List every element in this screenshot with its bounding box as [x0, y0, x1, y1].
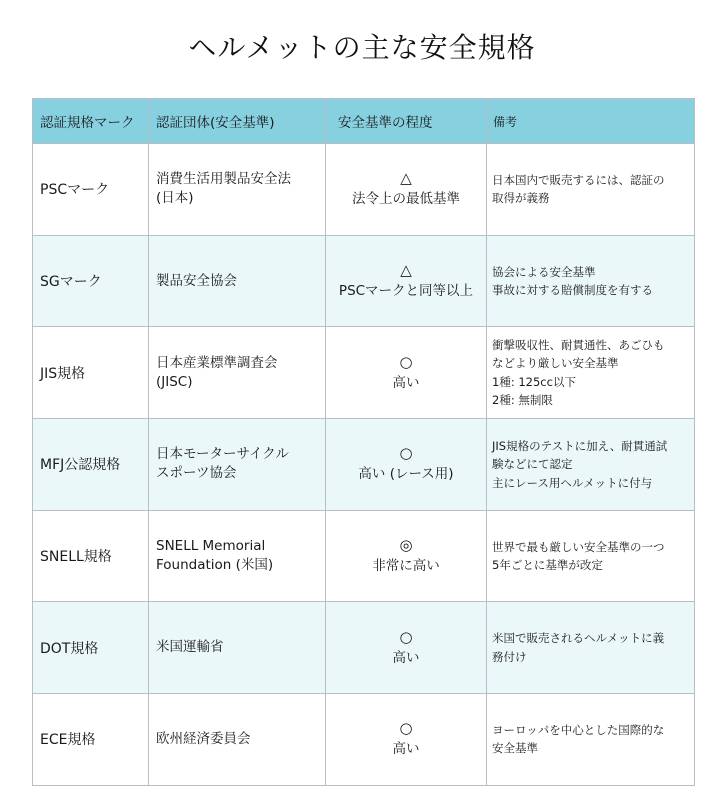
note-line: 験などにて認定 [492, 457, 573, 472]
helmet-standards-table [32, 98, 695, 786]
cell-notes [487, 327, 695, 419]
org-line: SNELL Memorial [156, 538, 266, 555]
table-row [33, 510, 695, 602]
cell-mark: PSCマーク [33, 144, 149, 236]
org-line: 米国運輸省 [156, 639, 224, 656]
org-line: 日本モーターサイクル [156, 446, 289, 463]
cell-level [326, 602, 487, 694]
note-line: などより厳しい安全基準 [492, 356, 619, 371]
header-notes: 備考 [487, 99, 695, 144]
page-title: ヘルメットの主な安全規格 [188, 31, 536, 64]
cell-notes [487, 694, 695, 786]
table-row [33, 235, 695, 327]
table-row [33, 419, 695, 511]
cell-notes [487, 602, 695, 694]
note-line: 米国で販売されるヘルメットに義 [492, 631, 665, 646]
org-line: スポーツ協会 [156, 465, 237, 482]
level-text: 高い [392, 649, 420, 666]
table-row [33, 694, 695, 786]
rating-symbol-icon: △ [400, 261, 412, 280]
cell-mark: JIS規格 [33, 327, 149, 419]
org-line: (日本) [156, 190, 194, 207]
note-line: 務付け [492, 649, 527, 664]
rating-symbol-icon: ◎ [399, 536, 413, 555]
note-line: 取得が義務 [492, 191, 550, 206]
level-text: PSCマークと同等以上 [338, 283, 474, 300]
cell-mark: DOT規格 [33, 602, 149, 694]
table-row [33, 144, 695, 236]
cell-mark: SGマーク [33, 235, 149, 327]
note-line: 協会による安全基準 [492, 264, 596, 279]
note-line: ヨーロッパを中心とした国際的な [492, 722, 665, 737]
cell-org [149, 144, 326, 236]
cell-org [149, 419, 326, 511]
rating-symbol-icon: ○ [399, 444, 413, 463]
note-line: 事故に対する賠償制度を有する [492, 283, 653, 298]
org-line: 欧州経済委員会 [156, 730, 251, 747]
level-text: 非常に高い [372, 558, 440, 575]
cell-level [326, 144, 487, 236]
note-line: 衝撃吸収性、耐貫通性、あごひも [492, 337, 665, 352]
header-level: 安全基準の程度 [326, 99, 487, 144]
cell-notes [487, 419, 695, 511]
cell-org [149, 694, 326, 786]
cell-level [326, 327, 487, 419]
note-line: 日本国内で販売するには、認証の [492, 172, 665, 187]
header-org: 認証団体(安全基準) [149, 99, 326, 144]
note-line: 1種: 125cc以下 [492, 374, 576, 389]
note-line: 世界で最も厳しい安全基準の一つ [492, 539, 665, 554]
cell-mark: ECE規格 [33, 694, 149, 786]
rating-symbol-icon: ○ [399, 627, 413, 646]
level-text: 法令上の最低基準 [352, 191, 460, 208]
table-row [33, 327, 695, 419]
org-line: 日本産業標準調査会 [156, 354, 278, 371]
cell-org [149, 235, 326, 327]
table-header-row [33, 99, 695, 144]
org-line: Foundation (米国) [156, 557, 274, 574]
level-text: 高い (レース用) [358, 466, 454, 483]
org-line: (JISC) [156, 373, 193, 390]
cell-org [149, 602, 326, 694]
level-text: 高い [392, 741, 420, 758]
cell-notes [487, 510, 695, 602]
note-line: 主にレース用ヘルメットに付与 [492, 475, 653, 490]
cell-mark: SNELL規格 [33, 510, 149, 602]
level-text: 高い [392, 374, 420, 391]
table-row [33, 602, 695, 694]
note-line: JIS規格のテストに加え、耐貫通試 [492, 438, 668, 453]
cell-level [326, 694, 487, 786]
note-line: 5年ごとに基準が改定 [492, 558, 603, 573]
rating-symbol-icon: ○ [399, 719, 413, 738]
rating-symbol-icon: △ [400, 169, 412, 188]
org-line: 製品安全協会 [156, 272, 237, 289]
note-line: 安全基準 [492, 741, 538, 756]
cell-notes [487, 235, 695, 327]
cell-level [326, 419, 487, 511]
note-line: 2種: 無制限 [492, 393, 553, 408]
cell-mark: MFJ公認規格 [33, 419, 149, 511]
org-line: 消費生活用製品安全法 [156, 171, 291, 188]
cell-level [326, 235, 487, 327]
cell-notes [487, 144, 695, 236]
rating-symbol-icon: ○ [399, 352, 413, 371]
cell-org [149, 510, 326, 602]
cell-level [326, 510, 487, 602]
cell-org [149, 327, 326, 419]
header-mark: 認証規格マーク [33, 99, 149, 144]
